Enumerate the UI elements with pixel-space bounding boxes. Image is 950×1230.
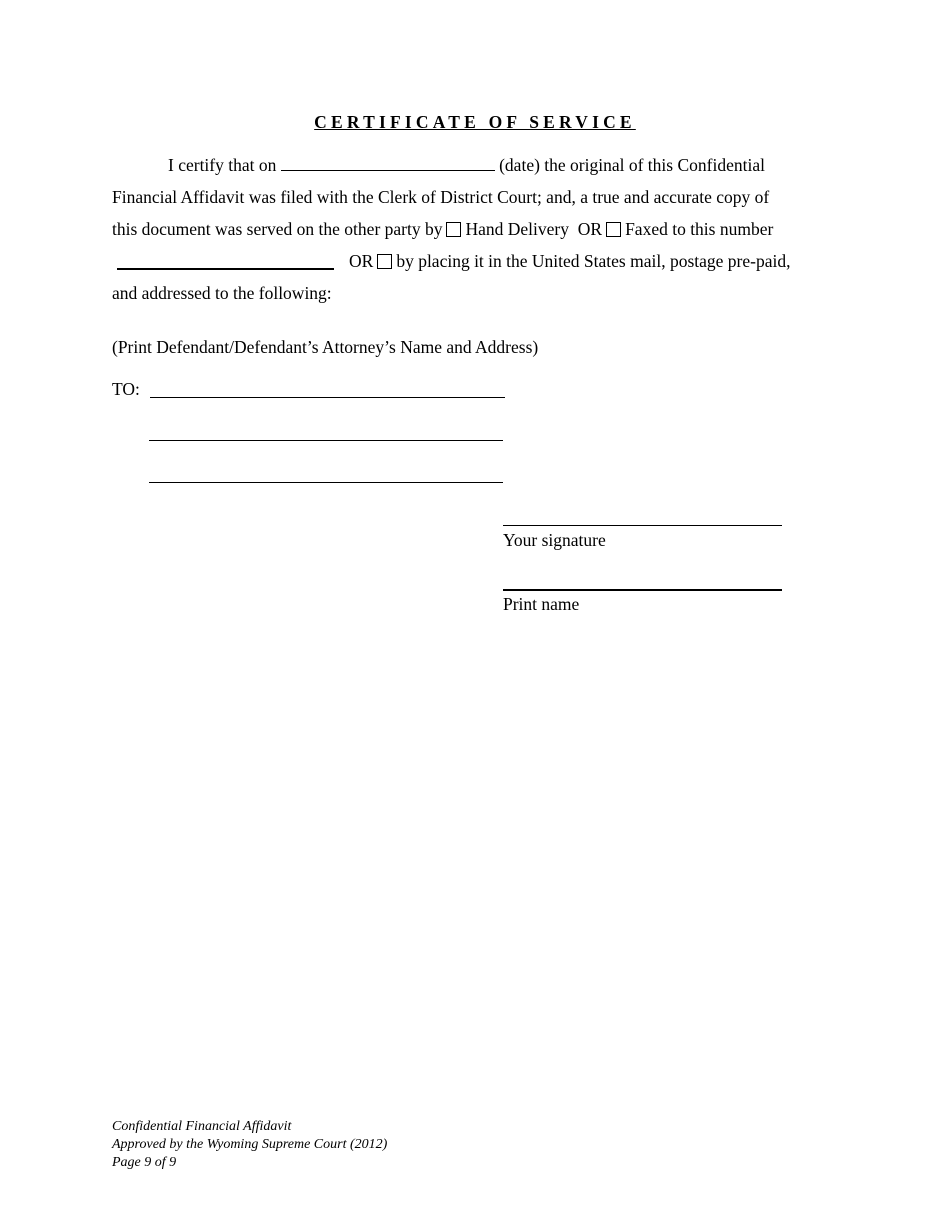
paragraph-line-3 [112,219,773,240]
fax-label: Faxed to this number [625,219,774,239]
served-text: this document was served on the other party by [112,219,443,239]
to-label: TO: [112,379,140,399]
paragraph-line-1 [168,155,765,176]
hand-delivery-checkbox[interactable] [446,222,461,237]
paragraph-line-5: and addressed to the following: [112,283,332,303]
signature-line[interactable] [503,525,782,526]
or-text-1: OR [577,219,603,239]
address-line-2[interactable] [149,440,503,441]
address-line-1[interactable] [150,397,505,398]
address-line-3[interactable] [149,482,503,483]
footer-line-1: Confidential Financial Affidavit [112,1119,292,1134]
footer-page-number: Page 9 of 9 [112,1155,177,1170]
date-field[interactable] [281,170,495,171]
fax-checkbox[interactable] [606,222,621,237]
page-title: CERTIFICATE OF SERVICE [314,112,636,132]
fax-number-field[interactable] [117,268,334,270]
paragraph-line-2: Financial Affidavit was filed with the Clerk of District Court; and, a true and accurate copy of [112,187,770,207]
signature-label: Your signature [503,530,606,550]
footer-line-2: Approved by the Wyoming Supreme Court (2012) [112,1137,388,1152]
mail-checkbox[interactable] [377,254,392,269]
print-instruction: (Print Defendant/Defendant’s Attorney’s Name and Address) [112,337,539,357]
certify-text: I certify that on [168,155,277,175]
or-text-2: OR [349,251,374,271]
mail-label: by placing it in the United States mail, postage pre-paid, [396,251,791,271]
hand-delivery-label: Hand Delivery [465,219,569,239]
paragraph-line-4 [349,251,790,272]
print-name-label: Print name [503,594,580,614]
date-suffix-text: (date) the original of this Confidential [499,155,765,175]
print-name-line[interactable] [503,589,782,591]
